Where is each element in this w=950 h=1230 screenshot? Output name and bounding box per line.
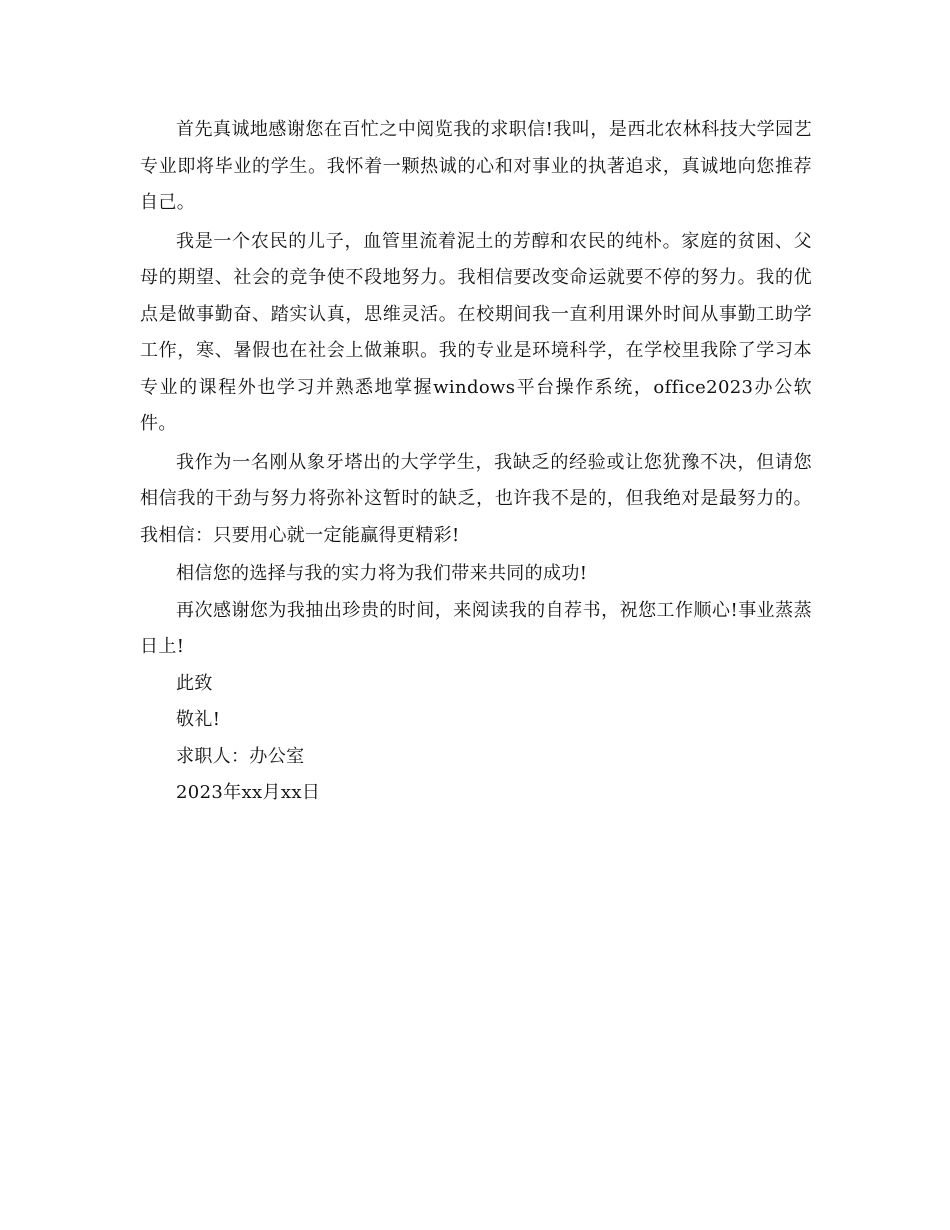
letter-date: 2023年xx月xx日 bbox=[176, 782, 321, 803]
paragraph-intro: 首先真诚地感谢您在百忙之中阅览我的求职信!我叫，是西北农林科技大学园艺专业即将毕业的学生。我怀着一颗热诚的心和对事业的执著追求，真诚地向您推荐自己。 bbox=[140, 119, 812, 213]
paragraph-success: 相信您的选择与我的实力将为我们带来共同的成功! bbox=[176, 563, 588, 584]
paragraph-background: 我是一个农民的儿子，血管里流着泥土的芳醇和农民的纯朴。家庭的贫困、父母的期望、社会的竞争使不段地努力。我相信要改变命运就要不停的努力。我的优点是做事勤奋、踏实认真，思维灵活。在校期间我一直利用课外时间从事勤工助学工作，寒、暑假也在社会上做兼职。我的专业是环境科学，在学校里我除了学习本专业的课程外也学习并熟悉地掌握windows平台操作系统，office2023办公软件。 bbox=[140, 230, 812, 434]
letter-body bbox=[140, 112, 812, 812]
applicant-signature: 求职人：办公室 bbox=[176, 745, 305, 767]
closing-regards: 敬礼! bbox=[176, 709, 221, 730]
closing-salutation: 此致 bbox=[176, 672, 213, 694]
paragraph-effort: 我作为一名刚从象牙塔出的大学学生，我缺乏的经验或让您犹豫不决，但请您相信我的干劲与努力将弥补这暂时的缺乏，也许我不是的，但我绝对是最努力的。我相信：只要用心就一定能赢得更精彩! bbox=[140, 451, 812, 546]
paragraph-thanks: 再次感谢您为我抽出珍贵的时间，来阅读我的自荐书，祝您工作顺心!事业蒸蒸日上! bbox=[140, 599, 812, 657]
